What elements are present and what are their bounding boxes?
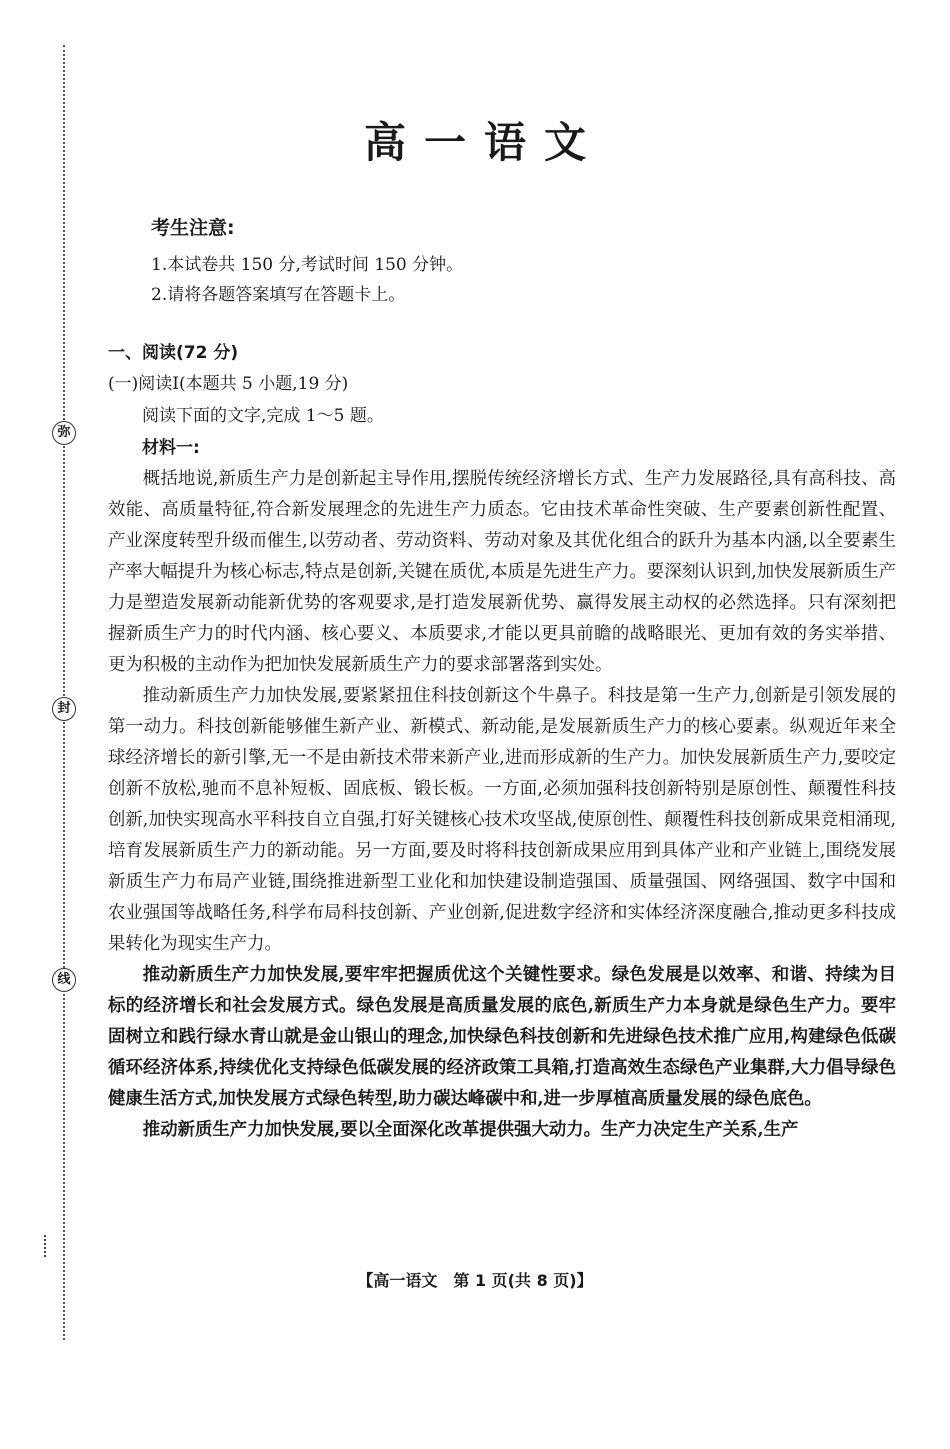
exam-title: 高一语文 (363, 118, 604, 167)
paragraph: 推动新质生产力加快发展,要以全面深化改革提供强大动力。生产力决定生产关系,生产 (142, 1120, 799, 1140)
reading-instruction: 阅读下面的文字,完成 1～5 题。 (142, 406, 384, 426)
section-heading: 一、阅读(72 分) (108, 343, 239, 363)
subsection-heading: (一)阅读Ⅰ(本题共 5 小题,19 分) (108, 374, 349, 394)
notice-item: 2.请将各题答案填写在答题卡上。 (151, 285, 406, 305)
paragraph: 推动新质生产力加快发展,要紧紧扭住科技创新这个牛鼻子。科技是第一生产力,创新是引领发展的第一动力。科技创新能够催生新产业、新模式、新动能,是发展新质生产力的核心要素。纵观近年来全球经济增长的新引擎,无一不是由新技术带来新产业,进而形成新的生产力。加快发展新质生产力,要咬定创新不放松,驰而不息补短板、固底板、锻长板。一方面,必须加强科技创新特别是原创性、颠覆性科技创新,加快实现高水平科技自立自强,打好关键核心技术攻坚战,使原创性、颠覆性科技创新成果竞相涌现,培育发展新质生产力的新动能。另一方面,要及时将科技创新成果应用到具体产业和产业链上,围绕发展新质生产力布局产业链,围绕推进新型工业化和加快建设制造强国、质量强国、网络强国、数字中国和农业强国等战略任务,科学布局科技创新、产业创新,促进数字经济和实体经济深度融合,推动更多科技成果转化为现实生产力。 (108, 686, 896, 954)
material-label: 材料一: (142, 438, 200, 458)
seal-char-feng: 封 (52, 697, 76, 721)
candidate-notice (151, 213, 463, 310)
notice-heading: 考生注意: (151, 217, 235, 239)
seal-char-xian: 线 (52, 968, 76, 992)
page-footer: 【高一语文 第 1 页(共 8 页)】 (357, 1271, 593, 1290)
edge-mark (44, 1235, 49, 1257)
paragraph: 概括地说,新质生产力是创新起主导作用,摆脱传统经济增长方式、生产力发展路径,具有高科技、高效能、高质量特征,符合新发展理念的先进生产力质态。它由技术革命性突破、生产要素创新性配置、产业深度转型升级而催生,以劳动者、劳动资料、劳动对象及其优化组合的跃升为基本内涵,以全要素生产率大幅提升为核心标志,特点是创新,关键在质优,本质是先进生产力。要深刻认识到,加快发展新质生产力是塑造发展新动能新优势的客观要求,是打造发展新优势、赢得发展主动权的必然选择。只有深刻把握新质生产力的时代内涵、核心要义、本质要求,才能以更具前瞻的战略眼光、更加有效的务实举措、更为积极的主动作为把加快发展新质生产力的要求部署落到实处。 (108, 469, 896, 675)
binding-dotted-line (63, 45, 65, 1340)
reading-section (108, 338, 896, 1146)
seal-char-mi: 弥 (52, 421, 76, 445)
notice-item: 1.本试卷共 150 分,考试时间 150 分钟。 (151, 255, 464, 275)
paragraph: 推动新质生产力加快发展,要牢牢把握质优这个关键性要求。绿色发展是以效率、和谐、持续为目标的经济增长和社会发展方式。绿色发展是高质量发展的底色,新质生产力本身就是绿色生产力。要牢固树立和践行绿水青山就是金山银山的理念,加快绿色科技创新和先进绿色技术推广应用,构建绿色低碳循环经济体系,持续优化支持绿色低碳发展的经济政策工具箱,打造高效生态绿色产业集群,大力倡导绿色健康生活方式,加快发展方式绿色转型,助力碳达峰碳中和,进一步厚植高质量发展的绿色底色。 (108, 965, 896, 1109)
